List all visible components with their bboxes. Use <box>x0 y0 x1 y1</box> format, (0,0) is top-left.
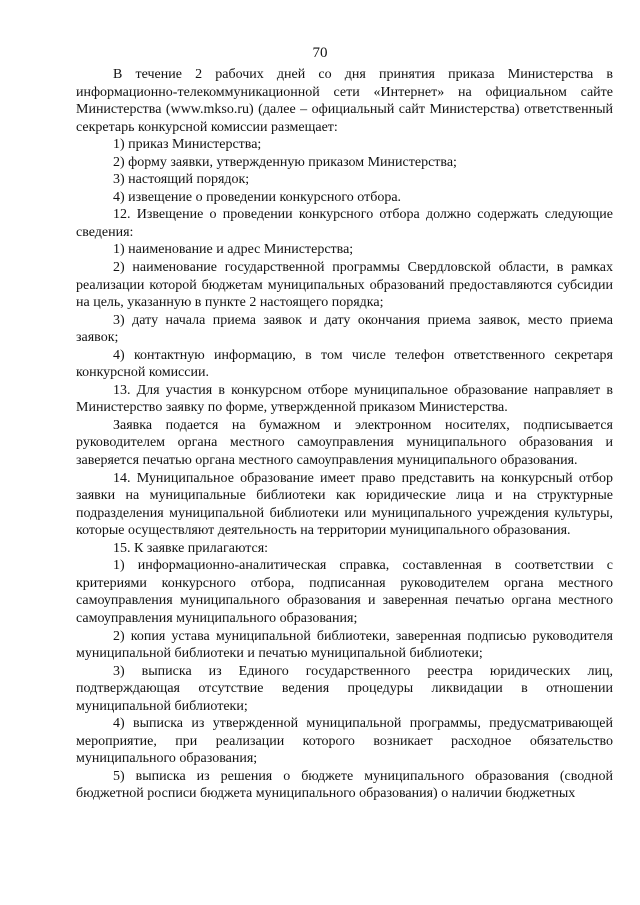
paragraph: Заявка подается на бумажном и электронном носителях, подписывается руководителем органа местного самоуправления муниципального образования и заверяется печатью органа местного самоуправления муниципального образования. <box>76 417 613 469</box>
list-item: 5) выписка из решения о бюджете муниципального образования (сводной бюджетной росписи бюджета муниципального образования) о наличии бюджетных <box>76 768 613 802</box>
page-number: 70 <box>312 45 328 61</box>
list-item: 2) копия устава муниципальной библиотеки, заверенная подписью руководителя муниципальной библиотеки и печатью муниципальной библиотеки; <box>76 628 613 662</box>
clause-14: 14. Муниципальное образование имеет право представить на конкурсный отбор заявки на муниципальные библиотеки как юридические лица и на структурные подразделения муниципальной библиотеки или муниципального учреждения культуры, которые осуществляют деятельность на территории муниципального образования. <box>76 470 613 539</box>
list-item: 1) наименование и адрес Министерства; <box>113 242 354 258</box>
list-item: 4) извещение о проведении конкурсного отбора. <box>113 189 402 205</box>
list-item: 2) форму заявки, утвержденную приказом Министерства; <box>113 154 457 170</box>
list-item: 3) дату начала приема заявок и дату окончания приема заявок, место приема заявок; <box>76 312 613 346</box>
list-item: 1) информационно-аналитическая справка, составленная в соответствии с критериями конкурсного отбора, подписанная руководителем органа местного самоуправления муниципального образования и заверенная печатью органа местного самоуправления муниципального образования; <box>76 558 613 626</box>
list-item: 2) наименование государственной программы Свердловской области, в рамках реализации которой бюджетам муниципальных образований предоставляются субсидии на цель, указанную в пункте 2 настоящего порядка; <box>76 260 613 311</box>
list-item: 4) контактную информацию, в том числе телефон ответственного секретаря конкурсной комиссии. <box>76 347 613 381</box>
list-item: 3) выписка из Единого государственного реестра юридических лиц, подтверждающая отсутствие ведения процедуры ликвидации в отношении муниципальной библиотеки; <box>76 663 613 714</box>
clause-15: 15. К заявке прилагаются: <box>113 540 269 556</box>
list-item: 3) настоящий порядок; <box>113 172 250 188</box>
document-body <box>76 66 613 803</box>
clause-12: 12. Извещение о проведении конкурсного отбора должно содержать следующие сведения: <box>76 207 613 240</box>
list-item: 1) приказ Министерства; <box>113 137 262 153</box>
paragraph: В течение 2 рабочих дней со дня принятия приказа Министерства в информационно-телекоммуникационной сети «Интернет» на официальном сайте Министерства (www.mkso.ru) (далее – официальный сайт Министерства) ответственный секретарь конкурсной комиссии размещает: <box>76 67 613 135</box>
clause-13: 13. Для участия в конкурсном отборе муниципальное образование направляет в Министерство заявку по форме, утвержденной приказом Министерства. <box>76 382 613 416</box>
list-item: 4) выписка из утвержденной муниципальной программы, предусматривающей мероприятие, при реализации которого возникает расходное обязательство муниципального образования; <box>76 716 613 767</box>
